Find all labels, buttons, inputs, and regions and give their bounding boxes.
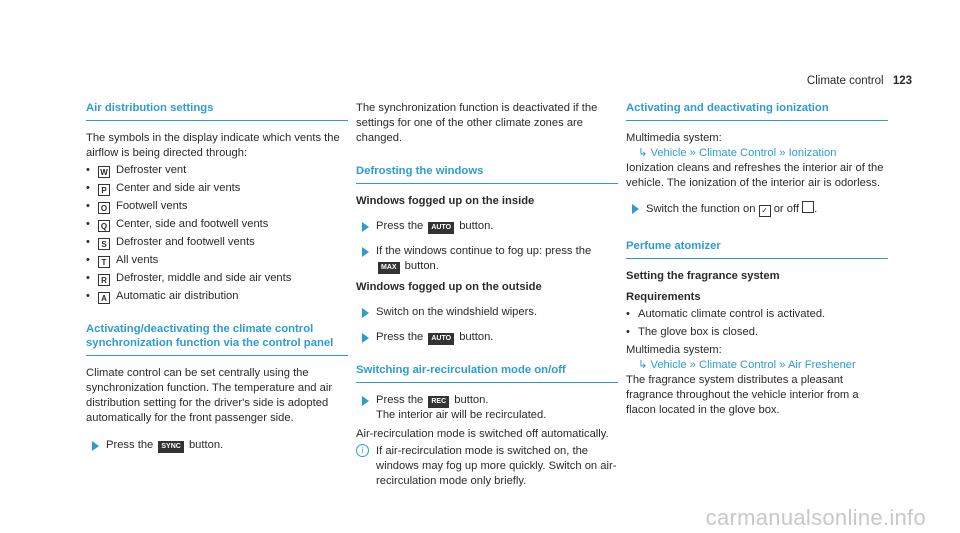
return-arrow-icon: ↳	[638, 359, 648, 371]
step-press-auto-1: Press the AUTO button.	[356, 219, 618, 234]
checkbox-empty-icon	[802, 201, 814, 213]
footwell-vent-icon: O	[98, 202, 110, 214]
step-press-recirculation: Press the REC button. The interior air will be recirculated.	[356, 393, 618, 423]
subheading-requirements: Requirements	[626, 291, 701, 303]
sync-button-icon: SYNC	[158, 441, 183, 453]
subheading-fragrance: Setting the fragrance system	[626, 270, 780, 282]
list-item: • R Defroster, middle and side air vents	[86, 271, 348, 286]
heading-air-distribution: Air distribution settings	[86, 101, 348, 121]
list-item: • O Footwell vents	[86, 199, 348, 214]
heading-perfume: Perfume atomizer	[626, 239, 888, 259]
step-press-sync: Press the SYNC button.	[86, 438, 348, 453]
multimedia-label-2: Multimedia system:	[626, 344, 722, 356]
sync-deactivation-text: The synchronization function is deactivated if the settings for one of the other climate zones are changed.	[356, 102, 598, 144]
step-switch-ionization: Switch the function on ✓ or off .	[626, 201, 888, 217]
subheading-outside: Windows fogged up on the outside	[356, 281, 542, 293]
center-side-footwell-icon: Q	[98, 220, 110, 232]
auto-button-icon: AUTO	[428, 333, 454, 345]
recirculation-button-icon: REC	[428, 396, 449, 408]
max-defrost-button-icon: MAX	[378, 262, 400, 274]
list-item: • The glove box is closed.	[626, 325, 888, 340]
multimedia-label-1: Multimedia system:	[626, 132, 722, 144]
subheading-inside: Windows fogged up on the inside	[356, 195, 535, 207]
fragrance-paragraph: The fragrance system distributes a pleasant fragrance throughout the vehicle interior from a flacon located in the glove box.	[626, 374, 859, 416]
air-distribution-list	[86, 163, 348, 304]
step-press-max: If the windows continue to fog up: press the MAX button.	[356, 244, 618, 274]
column-1	[86, 101, 348, 455]
column-2	[356, 101, 618, 489]
list-item: • W Defroster vent	[86, 163, 348, 178]
defroster-vent-icon: W	[98, 166, 110, 178]
defroster-middle-side-icon: R	[98, 274, 110, 286]
double-chevron-icon: »	[779, 359, 786, 371]
all-vents-icon: T	[98, 256, 110, 268]
checkbox-checked-icon: ✓	[759, 205, 771, 217]
info-icon: i	[356, 444, 369, 457]
intro-text: The symbols in the display indicate which vents the airflow is being directed through:	[86, 132, 340, 159]
step-arrow-icon	[362, 222, 369, 232]
step-wipers: Switch on the windshield wipers.	[356, 305, 618, 320]
double-chevron-icon: »	[689, 147, 696, 159]
automatic-distribution-icon: A	[98, 292, 110, 304]
menu-path-air-freshener: ↳ Vehicle » Climate Control » Air Freshener	[638, 359, 856, 371]
list-item: • S Defroster and footwell vents	[86, 235, 348, 250]
requirements-list	[626, 307, 888, 340]
center-side-vent-icon: P	[98, 184, 110, 196]
return-arrow-icon: ↳	[638, 147, 648, 159]
heading-sync: Activating/deactivating the climate control synchronization function via the control panel	[86, 322, 348, 356]
double-chevron-icon: »	[779, 147, 786, 159]
step-arrow-icon	[362, 308, 369, 318]
recirculation-paragraph: Air-recirculation mode is switched off automatically.	[356, 428, 609, 440]
heading-recirculation: Switching air-recirculation mode on/off	[356, 363, 618, 383]
section-title: Climate control	[806, 75, 884, 87]
list-item: • A Automatic air distribution	[86, 289, 348, 304]
heading-defrosting: Defrosting the windows	[356, 164, 618, 184]
sync-paragraph: Climate control can be set centrally using the synchronization function. The temperature and air distribution setting for the driver's side is adopted automatically for the front passenger side.	[86, 367, 333, 424]
list-item: • Q Center, side and footwell vents	[86, 217, 348, 232]
list-item: • P Center and side air vents	[86, 181, 348, 196]
list-item: • Automatic climate control is activated.	[626, 307, 888, 322]
page-number: 123	[892, 75, 912, 87]
heading-ionization: Activating and deactivating ionization	[626, 101, 888, 121]
column-3	[626, 101, 888, 418]
step-arrow-icon	[632, 204, 639, 214]
recirculation-note: i If air-recirculation mode is switched on, the windows may fog up more quickly. Switch on air-recirculation mode only briefly.	[356, 444, 618, 489]
defroster-footwell-icon: S	[98, 238, 110, 250]
ionization-paragraph: Ionization cleans and refreshes the interior air of the vehicle. The ionization of the interior air is odorless.	[626, 162, 884, 189]
list-item: • T All vents	[86, 253, 348, 268]
step-arrow-icon	[92, 441, 99, 451]
auto-button-icon: AUTO	[428, 222, 454, 234]
step-press-auto-2: Press the AUTO button.	[356, 330, 618, 345]
watermark: carmanualsonline.info	[705, 505, 926, 530]
recirculation-result: The interior air will be recirculated.	[376, 409, 547, 421]
step-arrow-icon	[362, 396, 369, 406]
step-arrow-icon	[362, 247, 369, 257]
double-chevron-icon: »	[689, 359, 696, 371]
step-arrow-icon	[362, 333, 369, 343]
page-header	[807, 74, 912, 89]
menu-path-ionization: ↳ Vehicle » Climate Control » Ionization	[638, 147, 837, 159]
